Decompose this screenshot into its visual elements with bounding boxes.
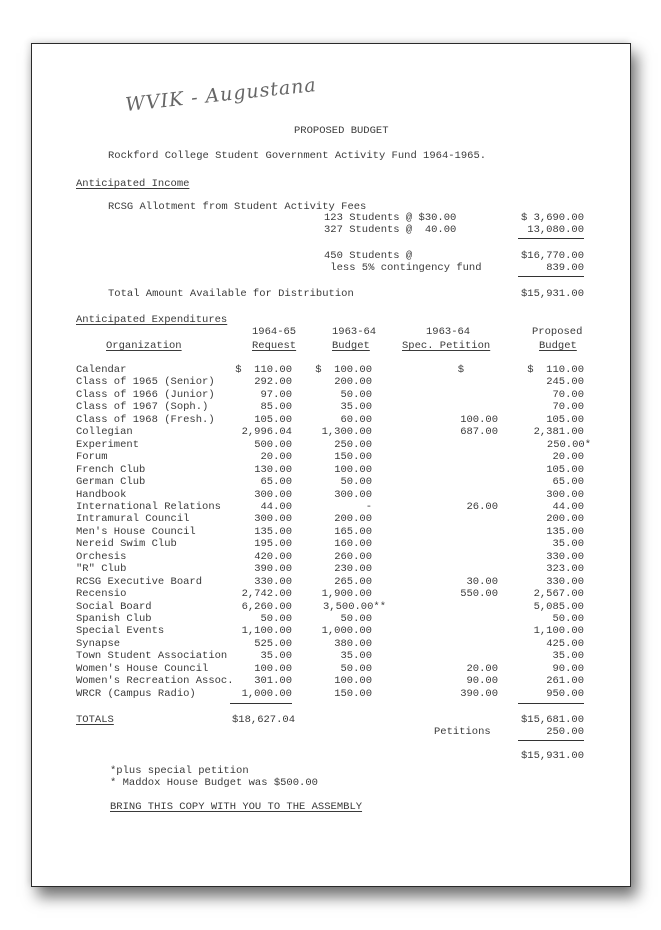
proposed-cell: 20.00 [552, 451, 584, 464]
budget-cell: 100.00 [334, 463, 372, 476]
budget-cell: - [365, 500, 372, 513]
request-cell: 525.00 [254, 637, 292, 650]
org-cell: Synapse [76, 637, 121, 650]
petition-cell: 100.00 [460, 413, 498, 426]
proposed-cell: 70.00 [552, 388, 584, 401]
request-cell: 330.00 [254, 575, 292, 588]
proposed-cell: 35.00 [552, 538, 584, 551]
totals-request: $18,627.04 [232, 714, 296, 726]
org-cell: Nereid Swim Club [76, 538, 177, 551]
table-row [32, 638, 630, 651]
request-cell: 2,996.04 [241, 426, 292, 439]
grand-total-rule [518, 740, 584, 741]
income-line-label: 123 Students @ $30.00 [324, 212, 457, 224]
budget-cell: 200.00 [334, 376, 372, 389]
budget-cell: 50.00 [340, 476, 372, 489]
table-row [32, 576, 630, 589]
table-row [32, 650, 630, 663]
budget-cell: 250.00 [334, 438, 372, 451]
org-cell: Class of 1967 (Soph.) [76, 401, 209, 414]
petition-cell: 26.00 [466, 500, 498, 513]
table-row [32, 675, 630, 688]
footnote: *plus special petition [110, 765, 249, 777]
proposed-cell: 2,381.00 [533, 426, 584, 439]
total-available-amount: $15,931.00 [520, 288, 584, 300]
budget-cell: 150.00 [334, 687, 372, 700]
petition-cell: $ [457, 364, 464, 376]
income-heading: Anticipated Income [76, 178, 190, 190]
org-cell: Forum [76, 451, 108, 464]
budget-cell: 50.00 [340, 388, 372, 401]
org-cell: Women's Recreation Assoc. [76, 675, 234, 688]
proposed-cell: 65.00 [552, 476, 584, 489]
request-cell: 1,000.00 [241, 687, 292, 700]
request-cell: 97.00 [260, 388, 292, 401]
col-proposed-top: Proposed [532, 326, 583, 338]
petitions-label: Petitions [434, 726, 491, 738]
col-organization: Organization [106, 340, 182, 352]
expenditures-heading: Anticipated Expenditures [76, 314, 228, 326]
table-row [32, 426, 630, 439]
org-cell: Intramural Council [76, 513, 190, 526]
col-budget: Budget [332, 340, 370, 352]
col-proposed: Budget [539, 340, 577, 352]
org-cell: "R" Club [76, 563, 127, 576]
org-cell: Collegian [76, 426, 133, 439]
proposed-cell: 90.00 [552, 662, 584, 675]
budget-cell: 50.00 [340, 662, 372, 675]
table-row [32, 538, 630, 551]
table-row [32, 613, 630, 626]
proposed-cell: 250.00* [546, 438, 591, 451]
table-row [32, 688, 630, 701]
request-cell: 20.00 [260, 451, 292, 464]
table-row [32, 551, 630, 564]
table-row [32, 501, 630, 514]
document-page [31, 43, 631, 887]
request-cell: 130.00 [254, 463, 292, 476]
table-row [32, 401, 630, 414]
proposed-cell: 425.00 [546, 637, 584, 650]
budget-cell: 50.00 [340, 613, 372, 625]
table-row [32, 601, 630, 614]
proposed-cell: $ 110.00 [527, 364, 584, 376]
proposed-cell: 300.00 [546, 488, 584, 501]
request-cell: 35.00 [260, 650, 292, 663]
request-cell: 390.00 [254, 563, 292, 576]
budget-cell: 260.00 [334, 550, 372, 563]
budget-cell: 300.00 [334, 488, 372, 501]
petition-cell: 90.00 [466, 675, 498, 688]
table-row [32, 451, 630, 464]
income-line-amount: $16,770.00 [520, 250, 584, 262]
col-petition: Spec. Petition [402, 340, 491, 352]
proposed-cell: 135.00 [546, 525, 584, 538]
request-cell: $ 110.00 [235, 364, 292, 376]
org-cell: Special Events [76, 625, 165, 638]
request-cell: 300.00 [254, 513, 292, 526]
org-cell: RCSG Executive Board [76, 575, 203, 588]
request-cell: 195.00 [254, 538, 292, 551]
petition-cell: 687.00 [460, 426, 498, 439]
request-cell: 500.00 [254, 438, 292, 451]
table-row [32, 376, 630, 389]
org-cell: Town Student Association [76, 650, 228, 663]
proposed-cell: 200.00 [546, 513, 584, 526]
request-cell: 65.00 [260, 476, 292, 489]
col-budget-year: 1963-64 [332, 326, 377, 338]
proposed-cell: 105.00 [546, 413, 584, 426]
proposed-cell: 245.00 [546, 376, 584, 389]
proposed-cell: 5,085.00 [533, 600, 584, 613]
income-line-amount: 13,080.00 [527, 224, 584, 236]
request-cell: 2,742.00 [241, 588, 292, 601]
totals-proposed: $15,681.00 [520, 714, 584, 726]
income-net-rule [518, 276, 584, 277]
income-line-amount: 839.00 [546, 262, 584, 274]
request-cell: 50.00 [260, 613, 292, 625]
budget-cell: 380.00 [334, 637, 372, 650]
income-line-label: 450 Students @ [324, 250, 413, 262]
col-request: Request [252, 340, 297, 352]
table-row [32, 513, 630, 526]
table-row [32, 526, 630, 539]
proposed-cell: 50.00 [552, 613, 584, 625]
proposed-cell: 70.00 [552, 401, 584, 414]
request-cell: 105.00 [254, 413, 292, 426]
request-total-rule [230, 703, 292, 704]
proposed-cell: 330.00 [546, 550, 584, 563]
org-cell: French Club [76, 463, 146, 476]
petitions-amount: 250.00 [546, 726, 584, 738]
org-cell: Women's House Council [76, 662, 209, 675]
budget-cell: 3,500.00** [322, 600, 386, 613]
petition-cell: 390.00 [460, 687, 498, 700]
table-row [32, 489, 630, 502]
budget-cell: 150.00 [334, 451, 372, 464]
table-row [32, 414, 630, 427]
budget-cell: 200.00 [334, 513, 372, 526]
budget-cell: 265.00 [334, 575, 372, 588]
proposed-cell: 105.00 [546, 463, 584, 476]
income-line-amount: $ 3,690.00 [520, 212, 584, 224]
proposed-cell: 35.00 [552, 650, 584, 663]
closing-note: BRING THIS COPY WITH YOU TO THE ASSEMBLY [110, 801, 363, 813]
petition-cell: 550.00 [460, 588, 498, 601]
org-cell: Spanish Club [76, 613, 152, 625]
org-cell: Recensio [76, 588, 127, 601]
table-row [32, 563, 630, 576]
income-line-label: 327 Students @ 40.00 [324, 224, 457, 236]
grand-total: $15,931.00 [520, 750, 584, 762]
budget-cell: 1,900.00 [321, 588, 372, 601]
proposed-cell: 2,567.00 [533, 588, 584, 601]
budget-cell: 35.00 [340, 401, 372, 414]
petition-cell: 20.00 [466, 662, 498, 675]
org-cell: WRCR (Campus Radio) [76, 687, 196, 700]
total-available-label: Total Amount Available for Distribution [108, 288, 354, 300]
footnote: * Maddox House Budget was $500.00 [110, 777, 318, 789]
proposed-cell: 950.00 [546, 687, 584, 700]
proposed-total-rule [518, 703, 584, 704]
org-cell: Men's House Council [76, 525, 196, 538]
budget-cell: 35.00 [340, 650, 372, 663]
org-cell: Orchesis [76, 550, 127, 563]
request-cell: 300.00 [254, 488, 292, 501]
totals-label: TOTALS [76, 714, 114, 726]
budget-cell: 100.00 [334, 675, 372, 688]
budget-cell: 165.00 [334, 525, 372, 538]
table-row [32, 389, 630, 402]
request-cell: 292.00 [254, 376, 292, 389]
org-cell: German Club [76, 476, 146, 489]
handwritten-note: WVIK - Augustana [124, 74, 318, 116]
proposed-cell: 261.00 [546, 675, 584, 688]
proposed-cell: 1,100.00 [533, 625, 584, 638]
org-cell: Experiment [76, 438, 140, 451]
request-cell: 420.00 [254, 550, 292, 563]
request-cell: 1,100.00 [241, 625, 292, 638]
petition-cell: 30.00 [466, 575, 498, 588]
request-cell: 100.00 [254, 662, 292, 675]
table-row [32, 464, 630, 477]
request-cell: 135.00 [254, 525, 292, 538]
income-subtotal-rule [518, 238, 584, 239]
request-cell: 44.00 [260, 500, 292, 513]
table-row [32, 625, 630, 638]
proposed-cell: 323.00 [546, 563, 584, 576]
request-cell: 85.00 [260, 401, 292, 414]
org-cell: Social Board [76, 600, 152, 613]
income-line-label: less 5% contingency fund [324, 262, 482, 274]
document-subtitle: Rockford College Student Government Activity Fund 1964-1965. [108, 150, 487, 162]
org-cell: Class of 1968 (Fresh.) [76, 413, 215, 426]
request-cell: 301.00 [254, 675, 292, 688]
org-cell: Class of 1966 (Junior) [76, 388, 215, 401]
org-cell: Handbook [76, 488, 127, 501]
income-source: RCSG Allotment from Student Activity Fees [108, 201, 367, 213]
col-petition-year: 1963-64 [426, 326, 471, 338]
table-row [32, 439, 630, 452]
org-cell: International Relations [76, 500, 221, 513]
document-title: PROPOSED BUDGET [294, 125, 389, 137]
budget-cell: $ 100.00 [315, 364, 372, 376]
request-cell: 6,260.00 [241, 600, 292, 613]
budget-cell: 1,000.00 [321, 625, 372, 638]
proposed-cell: 330.00 [546, 575, 584, 588]
budget-cell: 230.00 [334, 563, 372, 576]
budget-cell: 1,300.00 [321, 426, 372, 439]
col-request-year: 1964-65 [252, 326, 297, 338]
proposed-cell: 44.00 [552, 500, 584, 513]
table-row [32, 663, 630, 676]
org-cell: Class of 1965 (Senior) [76, 376, 215, 389]
table-row [32, 476, 630, 489]
budget-cell: 160.00 [334, 538, 372, 551]
budget-cell: 60.00 [340, 413, 372, 426]
table-row [32, 588, 630, 601]
table-row [32, 364, 630, 377]
org-cell: Calendar [76, 364, 127, 376]
